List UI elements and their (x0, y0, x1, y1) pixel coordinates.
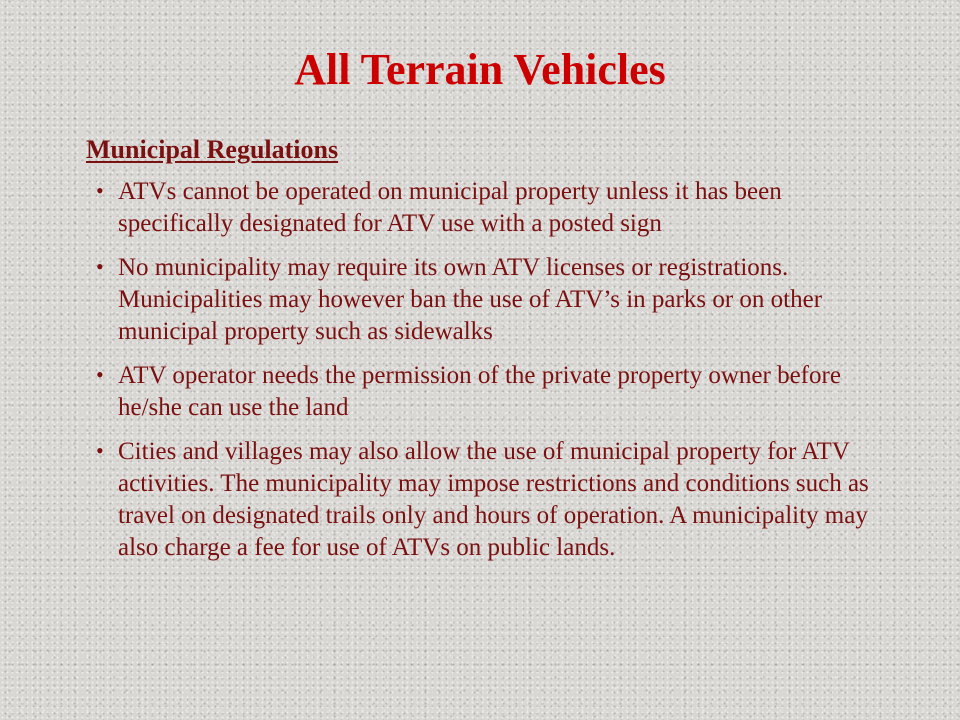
slide-title: All Terrain Vehicles (294, 45, 666, 94)
bullet-icon: • (96, 362, 104, 387)
bullet-icon: • (96, 254, 104, 279)
bullet-text: Cities and villages may also allow the use of municipal property for ATV activities. The municipality may impose restrictions and conditions such as travel on designated trails only and hours of operation. A municipality may also charge a fee for use of ATVs on public lands. (118, 438, 869, 561)
bullet-icon: • (96, 178, 104, 203)
bullet-item (86, 360, 886, 424)
bullet-text: No municipality may require its own ATV licenses or registrations. Municipalities may however ban the use of ATV’s in parks or on other municipal property such as sidewalks (118, 254, 823, 345)
bullet-item (86, 252, 886, 348)
bullet-item (86, 176, 886, 240)
bullet-text: ATVs cannot be operated on municipal property unless it has been specifically designated for ATV use with a posted sign (118, 178, 782, 237)
bullet-icon: • (96, 438, 104, 463)
bullet-text: ATV operator needs the permission of the private property owner before he/she can use the land (118, 362, 841, 421)
section-heading: Municipal Regulations (86, 135, 339, 164)
bullet-item (86, 436, 886, 564)
bullet-list (86, 176, 886, 576)
